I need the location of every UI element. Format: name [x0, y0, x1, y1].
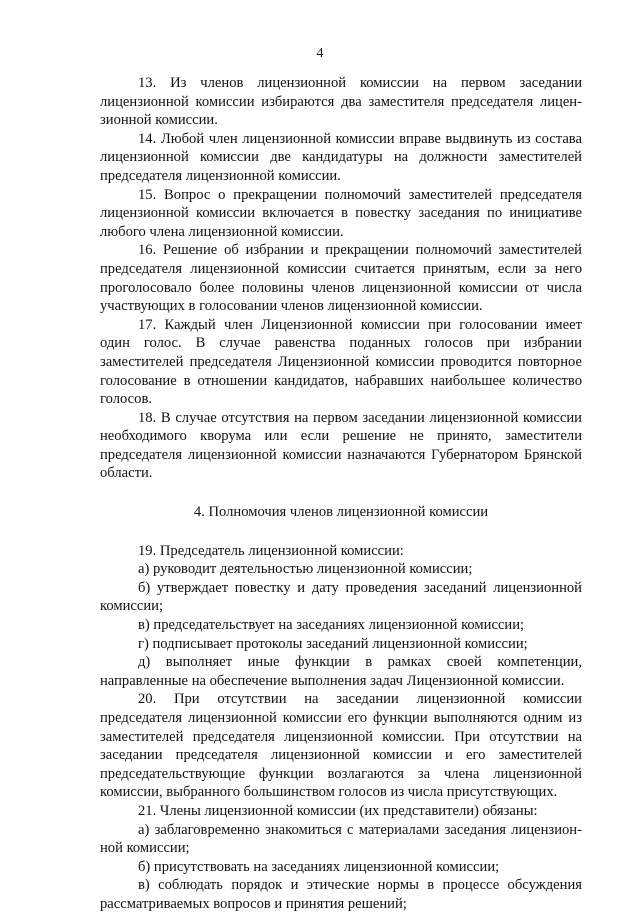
item-21v: в) соблюдать порядок и этические нормы в процессе обсуждения рассматриваемых вопросов и принятия решений;	[100, 877, 582, 912]
item-21b: б) присутствовать на заседаниях лицензионной комиссии;	[138, 858, 500, 875]
paragraph-18: 18. В случае отсутствия на первом заседании лицензионной комиссии необходимого кворума или если решение не принято, заместители председателя лицензионной комиссии назначаются Губернатором Брянской области.	[100, 409, 582, 482]
paragraph-15: 15. Вопрос о прекращении полномочий заместителей председателя лицензионной комиссии включается в повестку заседания по инициативе любого члена лицензионной комиссии.	[100, 186, 582, 240]
paragraph-16: 16. Решение об избрании и прекращении полномочий заместителей председателя лицензионной комиссии считается принятым, если за него проголосовало более половины членов лицензионной комиссии от числа участвующих в голосовании членов лицензионной комиссии.	[100, 242, 582, 315]
paragraph-20: 20. При отсутствии на заседании лицензионной комиссии председателя лицензионной комиссии его функции выполняются одним из заместителей председателя лицензионной комиссии. При отсутствии на заседании председателя лицензионной комиссии и его заместителей председательствующие функции возлагаются за члена лицензионной комиссии, выбранного большинством голосов из числа присутствующих.	[100, 691, 582, 801]
item-19d: д) выполняет иные функции в рамках своей компетенции, направленные на обеспечение выполнения задач Лицензионной комиссии.	[100, 654, 582, 689]
paragraph-13: 13. Из членов лицензионной комиссии на первом заседании лицензионной комиссии избираются два заместителя председателя лицензионной комиссии.	[100, 75, 582, 129]
paragraph-14: 14. Любой член лицензионной комиссии вправе выдвинуть из состава лицензионной комиссии две кандидатуры на должности заместителей председателя лицензионной комиссии.	[100, 130, 582, 184]
paragraph-19: 19. Председатель лицензионной комиссии:	[138, 542, 404, 559]
item-21a: а) заблаговременно знакомиться с материалами заседания лицензионной комиссии;	[100, 821, 582, 857]
item-19a: а) руководит деятельностью лицензионной комиссии;	[138, 561, 473, 578]
page-number: 4	[316, 46, 324, 61]
item-19v: в) председательствует на заседаниях лицензионной комиссии;	[138, 617, 525, 634]
item-19b: б) утверждает повестку и дату проведения заседаний лицензионной комиссии;	[100, 579, 582, 615]
paragraph-21: 21. Члены лицензионной комиссии (их представители) обязаны:	[138, 802, 538, 819]
section-heading: 4. Полномочия членов лицензионной комиссии	[193, 504, 489, 521]
item-19g: г) подписывает протоколы заседаний лицензионной комиссии;	[138, 635, 528, 652]
paragraph-17: 17. Каждый член Лицензионной комиссии при голосовании имеет один голос. В случае равенства поданных голосов при избрании заместителей председателя Лицензионной комиссии проводится повторное голосование в отношении кандидатов, набравших наибольшее количество голосов.	[100, 316, 582, 408]
document-body	[100, 74, 582, 914]
